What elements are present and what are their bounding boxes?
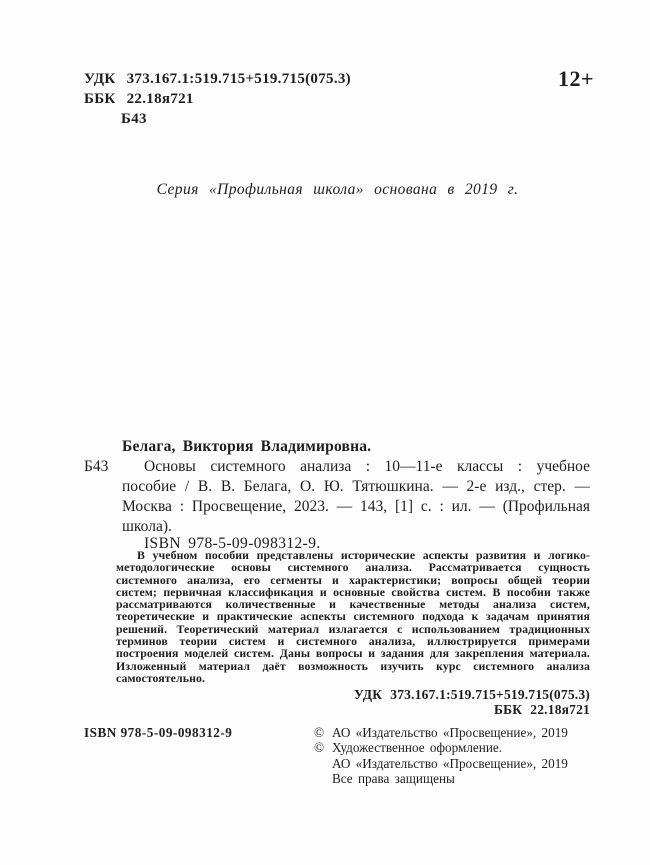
author-sign: Б43 [121, 111, 147, 127]
bottom-udk-row [85, 687, 590, 702]
bbk-value: 22.18я721 [126, 91, 194, 107]
bottom-bbk-label: ББК [494, 702, 523, 717]
copyright-text: АО «Издательство «Просвещение», 2019 [332, 755, 568, 771]
copyright-line [314, 756, 590, 771]
udk-label: УДК [84, 71, 116, 87]
copyright-mark: © [314, 725, 325, 740]
udk-row [84, 69, 351, 89]
copyright-mark [314, 771, 332, 786]
copyright-text: Художественное оформление. [332, 740, 503, 756]
bottom-bbk-value: 22.18я721 [530, 702, 590, 717]
imprint-footer [84, 725, 590, 786]
copyright-text: Все права защищены [332, 770, 455, 786]
copyright-mark: © [314, 740, 325, 756]
copyright-text: АО «Издательство «Просвещение», 2019 [332, 725, 568, 740]
copyright-line [314, 771, 590, 786]
description-wrap [84, 457, 590, 537]
bottom-udk-value: 373.167.1:519.715+519.715(075.3) [390, 687, 590, 702]
copyright-block [314, 725, 590, 786]
copyright-line [314, 725, 590, 740]
author-heading: Белага, Виктория Владимировна. [122, 438, 372, 455]
udk-value: 373.167.1:519.715+519.715(075.3) [126, 71, 351, 87]
series-note: Серия «Профильная школа» основана в 2019 г. [156, 181, 519, 198]
card-author-sign: Б43 [84, 458, 109, 475]
annotation-text: В учебном пособии представлены исторические аспекты развития и логико-методологические основы системного анализа. Рассматривается сущность системного анализа, его сегменты и характеристики; вопросы общей теории систем; первичная классификация и основные свойства систем. В пособии также рассматриваются количественные и качественные методы анализа систем, теоретические и практические аспекты системного подхода к задачам принятия решений. Теоретический материал излагается с использованием традиционных терминов теории систем и системного анализа, иллюстрируется примерами построения моделей систем. Даны вопросы и задания для закрепления материала. Изложенный материал даёт возможность изучить курс системного анализа самостоятельно. [116, 548, 590, 685]
bibliographic-description: Основы системного анализа : 10—11-е классы : учебное пособие / В. В. Белага, О. Ю. Тятюшкина. — 2-е изд., стер. — Москва : Просвещение, 2023. — 143, [1] с. : ил. — (Профильная школа). [122, 458, 590, 535]
author-sign-row [84, 109, 351, 129]
bottom-classification-block [85, 687, 590, 717]
bottom-udk-label: УДК [354, 687, 383, 702]
bbk-label: ББК [84, 91, 116, 107]
age-rating-badge: 12+ [557, 66, 594, 91]
catalog-card [84, 437, 590, 554]
card-isbn: ISBN 978-5-09-098312-9. [144, 535, 321, 552]
bbk-row [84, 89, 351, 109]
classification-block [84, 69, 351, 129]
copyright-mark [314, 756, 332, 771]
footer-isbn: ISBN 978-5-09-098312-9 [84, 725, 233, 740]
bottom-bbk-row [85, 702, 590, 717]
copyright-line [314, 740, 590, 755]
